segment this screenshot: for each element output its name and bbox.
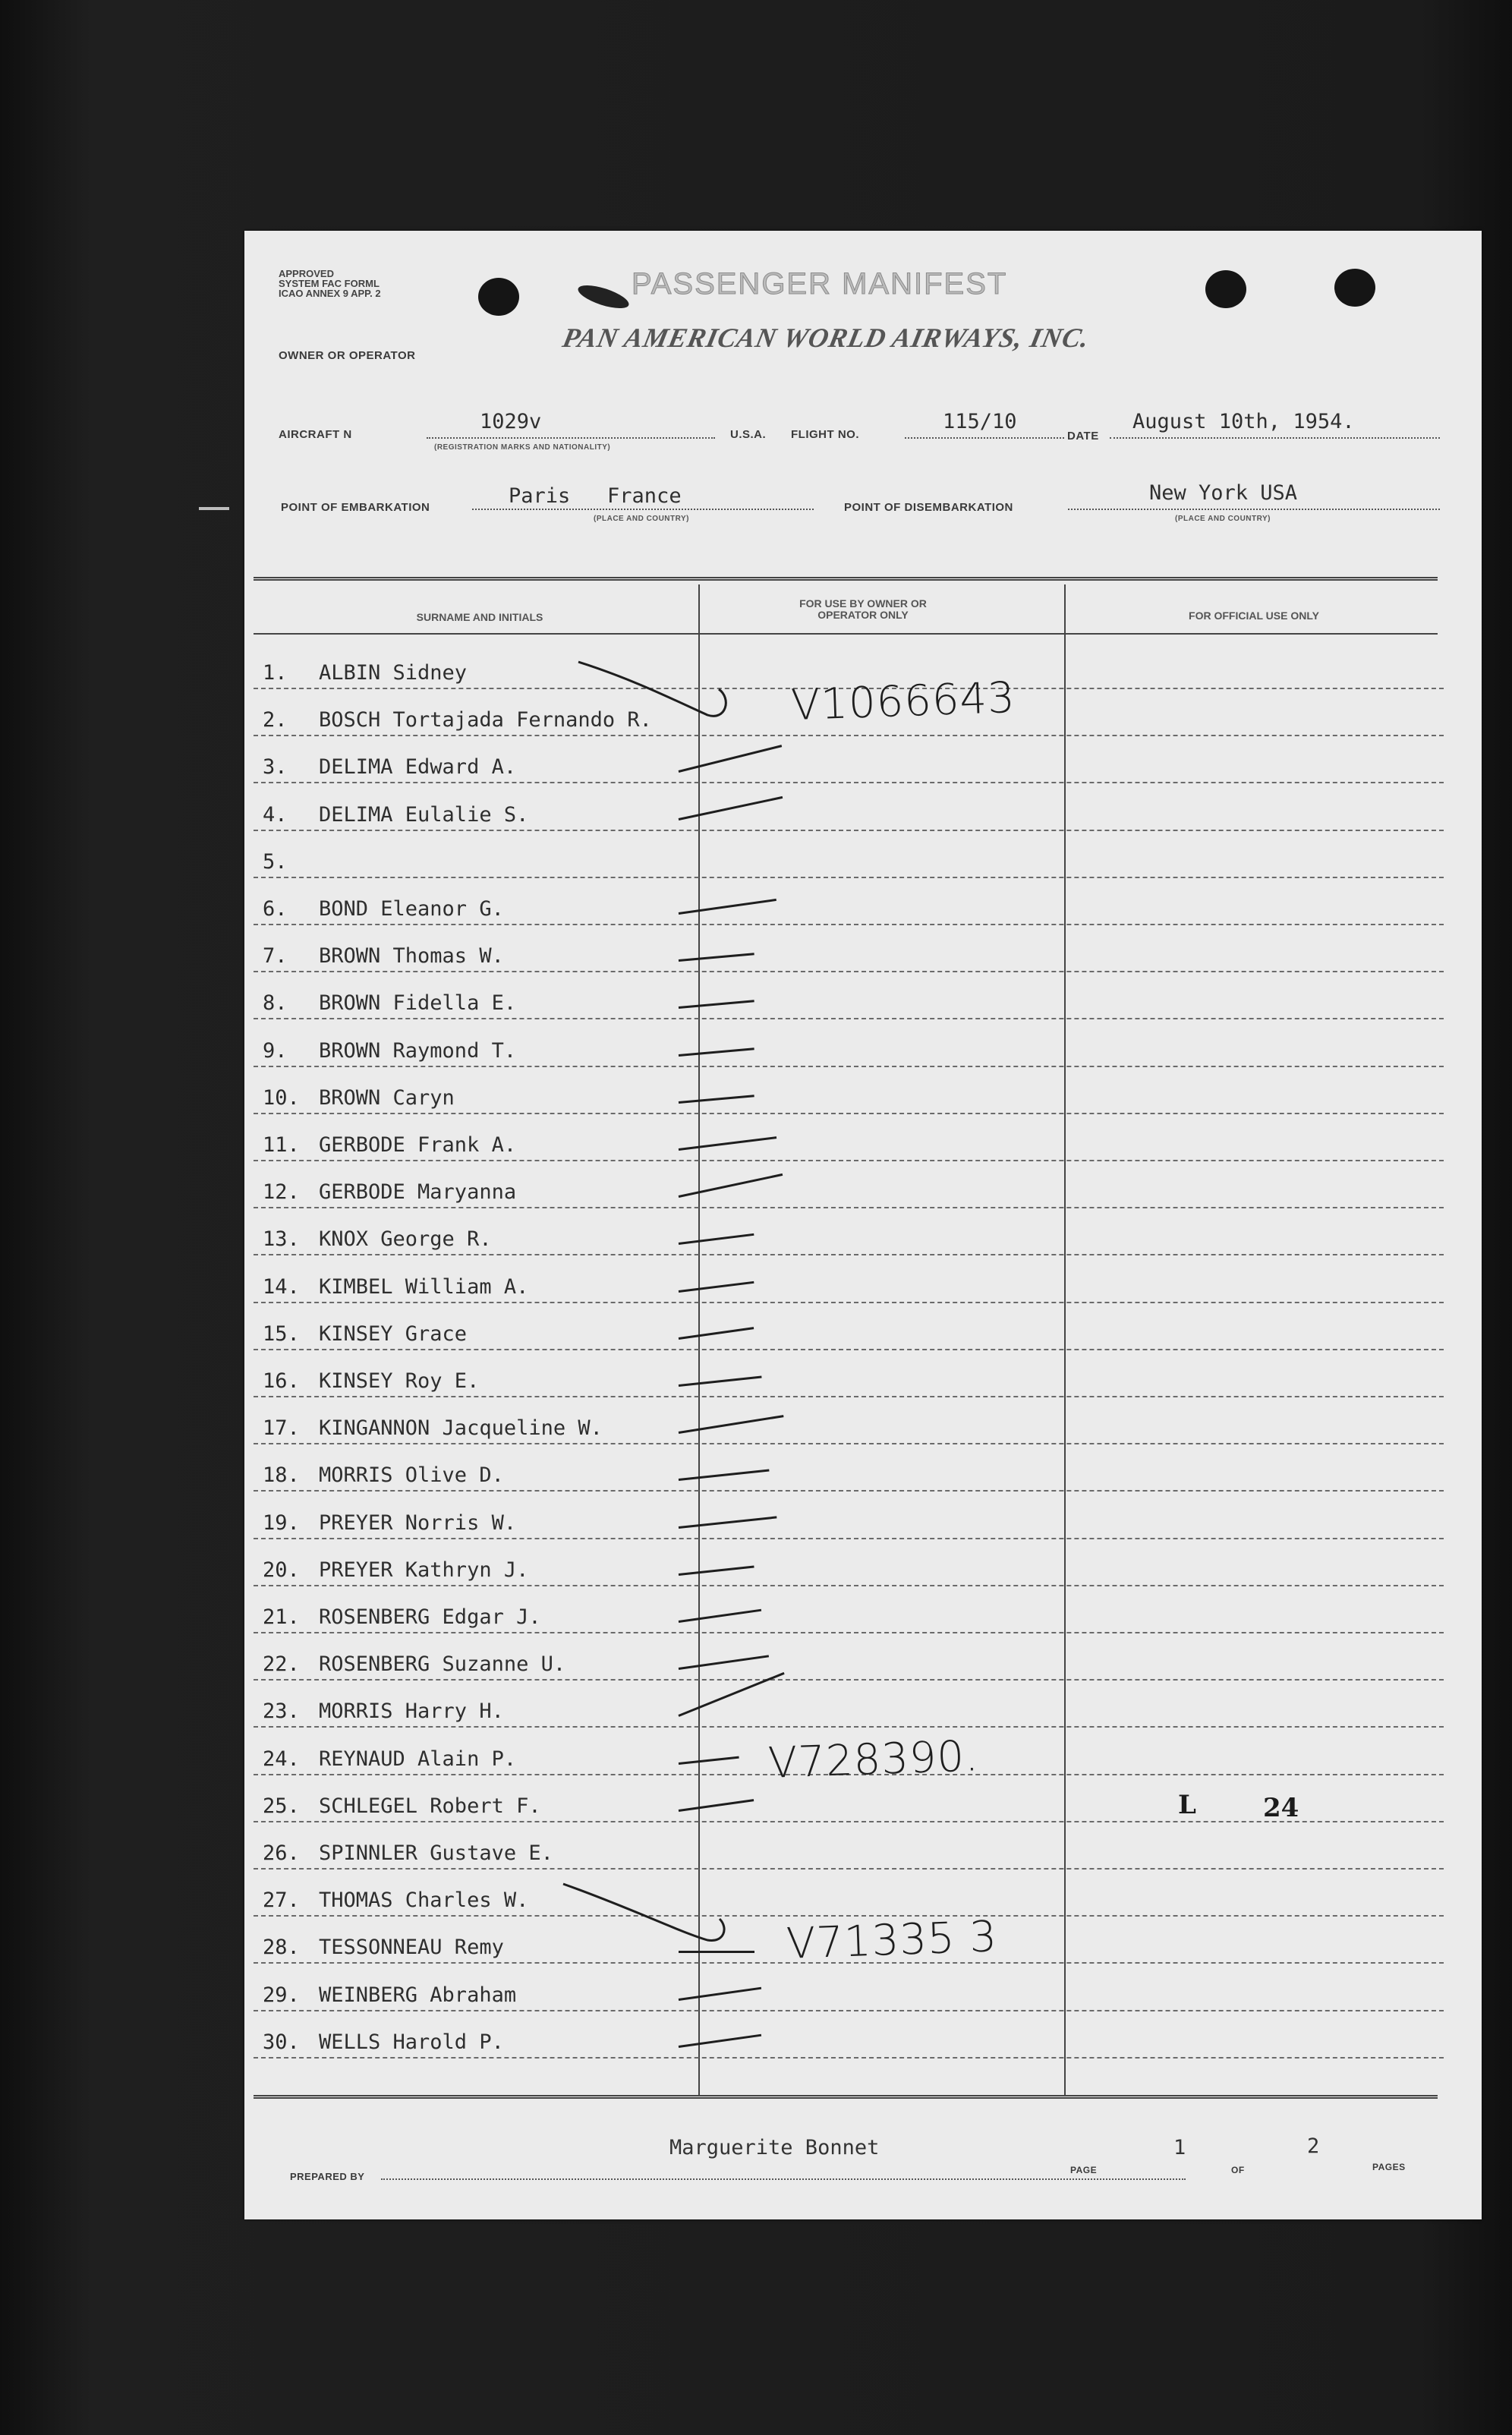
table-row — [254, 1161, 1444, 1208]
row-number: 11. — [263, 1133, 300, 1157]
passenger-name: REYNAUD Alain P. — [319, 1747, 517, 1771]
handwritten-check-scribble — [548, 1870, 745, 1954]
column-header-official: FOR OFFICIAL USE ONLY — [1189, 610, 1319, 622]
check-mark — [679, 1095, 754, 1104]
embarkation-label: POINT OF EMBARKATION — [281, 501, 430, 514]
row-number: 8. — [263, 991, 288, 1016]
check-mark — [679, 1470, 770, 1482]
approval-note: APPROVED SYSTEM FAC FORML ICAO ANNEX 9 APP. 2 — [279, 268, 381, 299]
official-stamp-letter: L — [1178, 1790, 1196, 1820]
table-row — [254, 1303, 1444, 1350]
prepared-underline — [381, 2178, 1186, 2180]
row-number: 24. — [263, 1747, 300, 1771]
table-row — [254, 1444, 1444, 1492]
table-row — [254, 925, 1444, 972]
check-mark — [679, 1376, 762, 1387]
table-row — [254, 2011, 1444, 2059]
check-mark — [679, 1000, 754, 1010]
row-number: 3. — [263, 755, 288, 780]
row-number: 20. — [263, 1558, 300, 1582]
table-row — [254, 1633, 1444, 1681]
punch-hole — [478, 278, 519, 316]
column-header-names: SURNAME AND INITIALS — [416, 611, 543, 623]
table-row — [254, 1208, 1444, 1255]
check-mark — [679, 1609, 761, 1623]
passenger-name: SCHLEGEL Robert F. — [319, 1794, 541, 1818]
table-row — [254, 1822, 1444, 1870]
handwritten-check-scribble — [563, 625, 745, 732]
table-row — [254, 1870, 1444, 1917]
table-row — [254, 878, 1444, 925]
table-row — [254, 1114, 1444, 1161]
page-label: PAGE — [1070, 2165, 1098, 2175]
row-number: 21. — [263, 1605, 300, 1629]
passenger-name: PREYER Norris W. — [319, 1510, 517, 1535]
row-number: 26. — [263, 1841, 300, 1865]
table-row — [254, 1256, 1444, 1303]
row-number: 22. — [263, 1652, 300, 1677]
date-underline — [1110, 437, 1440, 439]
table-row — [254, 831, 1444, 878]
handwritten-visa-24: V728390. — [767, 1731, 980, 1788]
scan-artifact — [199, 507, 229, 510]
row-number: 1. — [263, 661, 288, 685]
official-stamp-count: 24 — [1263, 1793, 1299, 1823]
airline-name: PAN AMERICAN WORLD AIRWAYS, INC. — [559, 323, 1093, 353]
table-row — [254, 1539, 1444, 1586]
disembarkation-value: New York USA — [1149, 481, 1298, 505]
check-mark — [679, 1756, 739, 1764]
passenger-name: BROWN Raymond T. — [319, 1038, 517, 1063]
row-number: 14. — [263, 1274, 300, 1299]
aircraft-value: 1029v — [480, 410, 542, 433]
check-mark — [679, 1655, 769, 1671]
prepared-by-value: Marguerite Bonnet — [669, 2136, 880, 2159]
check-mark — [679, 2034, 761, 2048]
row-number: 5. — [263, 849, 288, 874]
check-mark — [679, 1281, 754, 1292]
row-number: 17. — [263, 1416, 300, 1441]
of-label: OF — [1231, 2165, 1245, 2175]
table-row — [254, 1020, 1444, 1067]
passenger-name: BOSCH Tortajada Fernando R. — [319, 708, 652, 732]
page-value: 1 — [1173, 2136, 1186, 2159]
passenger-name: GERBODE Maryanna — [319, 1180, 517, 1205]
disembarkation-label: POINT OF DISEMBARKATION — [844, 501, 1013, 514]
table-row — [254, 1681, 1444, 1728]
check-mark — [679, 796, 783, 821]
ink-blot — [575, 281, 631, 313]
check-mark — [679, 899, 776, 915]
table-row — [254, 736, 1444, 783]
passenger-name: KINSEY Roy E. — [319, 1369, 480, 1393]
header-rule — [254, 633, 1438, 635]
row-rule — [254, 2057, 1444, 2059]
check-mark — [679, 1327, 754, 1340]
check-mark — [679, 1233, 754, 1245]
row-number: 6. — [263, 897, 288, 921]
check-mark — [679, 1516, 777, 1529]
prepared-by-label: PREPARED BY — [290, 2171, 365, 2182]
check-mark — [679, 953, 754, 962]
passenger-name: KIMBEL William A. — [319, 1274, 529, 1299]
manifest-page — [244, 231, 1482, 2219]
passenger-name: BROWN Fidella E. — [319, 991, 517, 1016]
flight-underline — [905, 437, 1064, 439]
table-row — [254, 1397, 1444, 1444]
check-mark — [679, 1136, 776, 1151]
row-number: 4. — [263, 802, 288, 827]
table-row — [254, 1586, 1444, 1633]
pages-label: PAGES — [1372, 2162, 1406, 2172]
table-row — [254, 1492, 1444, 1539]
date-label: DATE — [1067, 430, 1099, 443]
embarkation-underline — [472, 509, 814, 510]
passenger-name: ROSENBERG Suzanne U. — [319, 1652, 566, 1677]
row-number: 2. — [263, 708, 288, 732]
row-number: 7. — [263, 944, 288, 969]
table-row — [254, 1067, 1444, 1114]
table-bottom-rule — [254, 2095, 1438, 2099]
flight-label: FLIGHT NO. — [791, 428, 859, 441]
punch-hole — [1205, 270, 1246, 308]
row-number: 12. — [263, 1180, 300, 1205]
of-value: 2 — [1307, 2134, 1320, 2158]
check-mark — [679, 1047, 754, 1057]
passenger-name: BROWN Caryn — [319, 1085, 455, 1110]
row-number: 30. — [263, 2030, 300, 2054]
table-row — [254, 1350, 1444, 1397]
embarkation-sublabel: (PLACE AND COUNTRY) — [594, 515, 689, 523]
row-number: 9. — [263, 1038, 288, 1063]
check-mark — [679, 1799, 754, 1812]
passenger-name: TESSONNEAU Remy — [319, 1936, 504, 1960]
table-row — [254, 972, 1444, 1019]
check-mark — [679, 1565, 754, 1575]
check-mark — [679, 1415, 784, 1434]
disembarkation-underline — [1068, 509, 1440, 510]
embarkation-value: Paris France — [509, 484, 682, 508]
passenger-name: DELIMA Eulalie S. — [319, 802, 529, 827]
passenger-name: SPINNLER Gustave E. — [319, 1841, 553, 1865]
row-number: 25. — [263, 1794, 300, 1818]
row-number: 27. — [263, 1888, 300, 1913]
passenger-name: THOMAS Charles W. — [319, 1888, 529, 1913]
passenger-name: GERBODE Frank A. — [319, 1133, 517, 1157]
row-number: 18. — [263, 1463, 300, 1488]
punch-hole — [1334, 269, 1375, 307]
passenger-name: BOND Eleanor G. — [319, 897, 504, 921]
passenger-name: DELIMA Edward A. — [319, 755, 517, 780]
passenger-name: ALBIN Sidney — [319, 661, 468, 685]
form-title: PASSENGER MANIFEST — [632, 267, 1008, 301]
row-number: 13. — [263, 1227, 300, 1252]
table-row — [254, 784, 1444, 831]
column-header-owner: FOR USE BY OWNER OR OPERATOR ONLY — [799, 597, 927, 621]
check-mark — [679, 1986, 761, 2000]
passenger-name: WELLS Harold P. — [319, 2030, 504, 2054]
aircraft-sublabel: (REGISTRATION MARKS AND NATIONALITY) — [434, 443, 611, 452]
row-number: 28. — [263, 1936, 300, 1960]
row-number: 15. — [263, 1321, 300, 1346]
row-number: 19. — [263, 1510, 300, 1535]
flight-value: 115/10 — [943, 410, 1017, 433]
handwritten-visa-2: V1066643 — [789, 673, 1016, 731]
passenger-name: MORRIS Harry H. — [319, 1699, 504, 1724]
handwritten-visa-28: V71335 3 — [785, 1912, 998, 1969]
row-number: 16. — [263, 1369, 300, 1393]
table-top-rule — [254, 577, 1438, 581]
check-mark — [679, 745, 783, 773]
passenger-name: KINSEY Grace — [319, 1321, 468, 1346]
check-mark — [679, 1173, 783, 1198]
row-number: 29. — [263, 1983, 300, 2007]
disembarkation-sublabel: (PLACE AND COUNTRY) — [1175, 515, 1271, 523]
passenger-name: MORRIS Olive D. — [319, 1463, 504, 1488]
aircraft-underline — [427, 437, 715, 439]
table-row — [254, 1964, 1444, 2011]
row-number: 10. — [263, 1085, 300, 1110]
row-number: 23. — [263, 1699, 300, 1724]
passenger-name: KNOX George R. — [319, 1227, 492, 1252]
passenger-name: PREYER Kathryn J. — [319, 1558, 529, 1582]
aircraft-label: AIRCRAFT N — [279, 428, 352, 441]
owner-label: OWNER OR OPERATOR — [279, 349, 416, 362]
passenger-name: ROSENBERG Edgar J. — [319, 1605, 541, 1629]
passenger-name: BROWN Thomas W. — [319, 944, 504, 969]
date-value: August 10th, 1954. — [1132, 410, 1355, 433]
passenger-name: WEINBERG Abraham — [319, 1983, 517, 2007]
passenger-name: KINGANNON Jacqueline W. — [319, 1416, 603, 1441]
usa-label: U.S.A. — [730, 428, 767, 441]
